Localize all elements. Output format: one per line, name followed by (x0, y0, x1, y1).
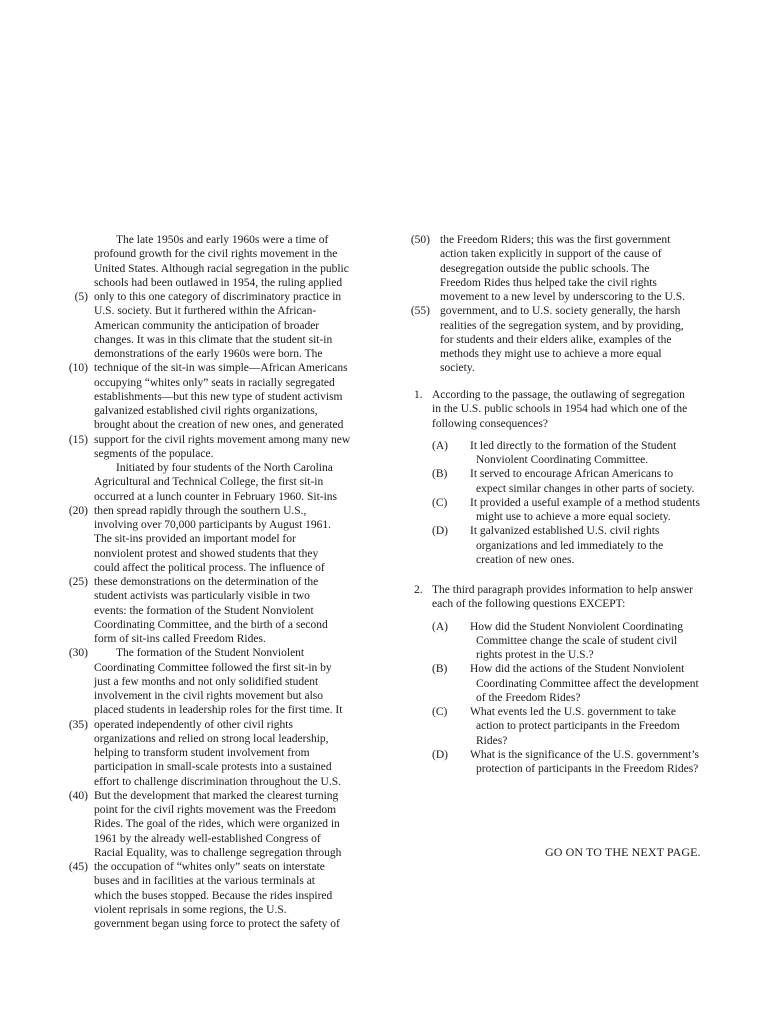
passage-text: the occupation of “whites only” seats on interstate (94, 861, 325, 873)
passage-line (56, 732, 368, 746)
passage-text: The sit-ins provided an important model for (94, 533, 296, 546)
passage-line (402, 333, 722, 347)
passage-line (56, 547, 368, 561)
passage-text: which the buses stopped. Because the rides inspired (94, 889, 333, 902)
answer-choice-line (402, 453, 722, 467)
question-stem-text: in the U.S. public schools in 1954 had which one of the (432, 403, 688, 416)
passage-line (56, 475, 368, 489)
answer-choice-line (402, 762, 722, 776)
choice-text: expect similar changes in other parts of society. (476, 482, 695, 495)
answer-choice-line (402, 510, 722, 524)
question-stem-line (402, 388, 722, 402)
passage-text: establishments—but this new type of student activism (94, 390, 343, 403)
question-2 (402, 583, 722, 776)
passage-text: involving over 70,000 participants by August 1961. (94, 519, 332, 531)
answer-choice-line (402, 734, 722, 748)
answer-choice-line (402, 662, 722, 676)
passage-text: U.S. society. But it furthered within the African- (94, 305, 317, 318)
passage-right-column (402, 233, 722, 376)
passage-line (56, 319, 368, 333)
passage-line (56, 532, 368, 546)
choice-letter: (A) (432, 620, 448, 633)
choice-text: protection of participants in the Freedom Rides? (476, 763, 699, 775)
passage-line (56, 689, 368, 703)
passage-text: Coordinating Committee followed the first sit-in by (94, 661, 332, 674)
passage-text: galvanized established civil rights organizations, (94, 405, 318, 417)
passage-line (56, 433, 368, 447)
passage-line (56, 718, 368, 732)
line-number: (55) (410, 305, 430, 318)
passage-line (56, 404, 368, 418)
choice-letter: (A) (432, 439, 448, 452)
choice-text: of the Freedom Rides? (476, 691, 581, 704)
choice-letter: (D) (432, 748, 448, 761)
line-number: (20) (68, 504, 88, 517)
passage-line (56, 889, 368, 903)
passage-text: occupying “whites only” seats in racially segregated (94, 376, 335, 389)
choice-text: How did the Student Nonviolent Coordinating (470, 620, 684, 633)
choice-text: action to protect participants in the Freedom (476, 720, 680, 733)
passage-text: effort to challenge discrimination throughout the U.S. (94, 775, 341, 788)
passage-text: government, and to U.S. society generally, the harsh (440, 305, 681, 318)
passage-text: movement to a new level by underscoring to the U.S. (440, 291, 685, 303)
question-stem-line (402, 402, 722, 416)
passage-line (402, 247, 722, 261)
passage-text: could affect the political process. The influence of (94, 561, 325, 574)
passage-line (56, 575, 368, 589)
go-on-instruction: GO ON TO THE NEXT PAGE. (545, 845, 701, 859)
passage-text: buses and in facilities at the various terminals at (94, 875, 315, 888)
question-stem-text: following consequences? (432, 417, 548, 430)
passage-line (56, 490, 368, 504)
passage-text: placed students in leadership roles for the first time. It (94, 704, 343, 717)
choice-text: rights protest in the U.S.? (476, 649, 594, 661)
answer-choice-line (402, 553, 722, 567)
question-stem-line (402, 597, 722, 611)
passage-line (56, 874, 368, 888)
passage-text: changes. It was in this climate that the student sit-in (94, 333, 333, 346)
passage-text: events: the formation of the Student Nonviolent (94, 604, 314, 617)
choice-text: It galvanized established U.S. civil rights (470, 525, 660, 538)
question-stem-text: The third paragraph provides information to help answer (432, 584, 693, 596)
passage-line (56, 589, 368, 603)
question-stem-line (402, 417, 722, 431)
passage-text: schools had been outlawed in 1954, the ruling applied (94, 276, 343, 289)
answer-choice-line (402, 748, 722, 762)
passage-text: realities of the segregation system, and by providing, (440, 319, 684, 332)
passage-text: support for the civil rights movement among many new (94, 433, 351, 446)
passage-left-column (56, 233, 368, 931)
passage-text: Racial Equality, was to challenge segregation through (94, 846, 342, 859)
question-stem-line (402, 583, 722, 597)
passage-line (56, 789, 368, 803)
question-number: 1. (414, 389, 423, 401)
passage-line (402, 290, 722, 304)
answer-choice-line (402, 524, 722, 538)
passage-line (56, 233, 368, 247)
choice-text: How did the actions of the Student Nonviolent (470, 663, 685, 676)
passage-line (402, 347, 722, 361)
choice-text: What events led the U.S. government to take (470, 706, 676, 718)
passage-line (402, 262, 722, 276)
passage-text: demonstrations of the early 1960s were born. The (94, 348, 323, 360)
choice-letter: (B) (432, 663, 448, 676)
passage-line (402, 233, 722, 247)
answer-choice-line (402, 648, 722, 662)
answer-choice-line (402, 634, 722, 648)
choice-text: creation of new ones. (476, 553, 575, 566)
answer-choices (402, 620, 722, 777)
choice-text: What is the significance of the U.S. government’s (470, 748, 699, 761)
passage-text: Coordinating Committee, and the birth of a second (94, 618, 328, 631)
passage-text: occurred at a lunch counter in February 1960. Sit-ins (94, 490, 338, 503)
line-number: (40) (68, 789, 88, 802)
passage-line (56, 846, 368, 860)
passage-text: The formation of the Student Nonviolent (116, 647, 305, 660)
passage-text: these demonstrations on the determination of the (94, 576, 319, 588)
passage-text: 1961 by the already well-established Congress of (94, 832, 321, 845)
answer-choices (402, 439, 722, 567)
passage-line (56, 618, 368, 632)
passage-line (56, 347, 368, 361)
passage-text: American community the anticipation of broader (94, 319, 320, 332)
passage-line (56, 604, 368, 618)
passage-line (56, 832, 368, 846)
passage-line (56, 646, 368, 660)
choice-text: Rides? (476, 734, 508, 747)
passage-line (56, 390, 368, 404)
passage-line (402, 319, 722, 333)
passage-text: student activists was particularly visible in two (94, 590, 310, 603)
passage-text: the Freedom Riders; this was the first government (440, 234, 671, 246)
passage-line (402, 361, 722, 375)
answer-choice-line (402, 539, 722, 553)
question-number: 2. (414, 584, 423, 596)
passage-line (56, 675, 368, 689)
passage-line (56, 276, 368, 290)
line-number: (10) (68, 362, 88, 375)
passage-text: only to this one category of discriminatory practice in (94, 291, 342, 303)
passage-text: Freedom Rides thus helped take the civil rights (440, 276, 657, 289)
passage-line (56, 461, 368, 475)
answer-choice-line (402, 719, 722, 733)
passage-text: But the development that marked the clearest turning (94, 789, 339, 802)
passage-line (56, 333, 368, 347)
passage-text: form of sit-ins called Freedom Rides. (94, 633, 266, 645)
question-stem-text: According to the passage, the outlawing of segregation (432, 389, 685, 401)
passage-line (56, 746, 368, 760)
passage-text: participation in small-scale protests into a sustained (94, 761, 332, 774)
question-stem-text: each of the following questions EXCEPT: (432, 598, 626, 611)
line-number: (25) (68, 576, 88, 588)
passage-line (56, 361, 368, 375)
answer-choice-line (402, 439, 722, 453)
passage-text: methods they might use to achieve a more equal (440, 348, 662, 360)
choice-letter: (B) (432, 468, 448, 481)
line-number: (5) (74, 291, 88, 303)
passage-line (56, 917, 368, 931)
answer-choice-line (402, 467, 722, 481)
passage-line (56, 632, 368, 646)
choice-text: Committee change the scale of student civil (476, 634, 678, 647)
answer-choice-line (402, 677, 722, 691)
choice-text: It led directly to the formation of the Student (470, 439, 677, 452)
choice-letter: (D) (432, 525, 448, 538)
passage-line (56, 903, 368, 917)
answer-choice-line (402, 691, 722, 705)
answer-choice-line (402, 620, 722, 634)
choice-text: organizations and led immediately to the (476, 539, 664, 552)
passage-line (56, 703, 368, 717)
passage-text: point for the civil rights movement was the Freedom (94, 804, 337, 816)
choice-text: Coordinating Committee affect the development (476, 677, 699, 690)
passage-line (56, 290, 368, 304)
passage-line (56, 504, 368, 518)
choice-letter: (C) (432, 706, 448, 718)
passage-text: for students and their elders alike, examples of the (440, 333, 672, 346)
passage-line (56, 803, 368, 817)
line-number: (45) (68, 861, 88, 873)
passage-text: nonviolent protest and showed students that they (94, 547, 319, 560)
passage-text: profound growth for the civil rights movement in the (94, 248, 338, 261)
passage-line (56, 760, 368, 774)
passage-text: action taken explicitly in support of the cause of (440, 248, 662, 261)
answer-choice-line (402, 496, 722, 510)
answer-choice-line (402, 705, 722, 719)
choice-text: Nonviolent Coordinating Committee. (476, 454, 649, 466)
passage-text: government began using force to protect the safety of (94, 918, 340, 930)
passage-line (402, 304, 722, 318)
passage-line (56, 418, 368, 432)
line-number: (50) (410, 234, 430, 246)
passage-text: society. (440, 362, 475, 375)
question-1 (402, 388, 722, 567)
passage-line (56, 661, 368, 675)
line-number: (15) (68, 433, 88, 446)
passage-line (56, 860, 368, 874)
passage-line (56, 247, 368, 261)
passage-text: desegregation outside the public schools. The (440, 262, 650, 275)
passage-text: just a few months and not only solidified student (94, 675, 319, 688)
passage-text: Initiated by four students of the North Carolina (116, 462, 333, 474)
passage-text: Rides. The goal of the rides, which were organized in (94, 818, 340, 831)
choice-letter: (C) (432, 496, 448, 509)
passage-line (56, 447, 368, 461)
passage-text: technique of the sit-in was simple—African Americans (94, 362, 348, 375)
line-number: (35) (68, 718, 88, 731)
passage-line (56, 775, 368, 789)
passage-text: segments of the populace. (94, 447, 214, 460)
passage-line (56, 817, 368, 831)
passage-line (56, 376, 368, 390)
passage-text: operated independently of other civil rights (94, 718, 293, 731)
choice-text: It provided a useful example of a method students (470, 496, 700, 509)
passage-text: brought about the creation of new ones, and generated (94, 419, 344, 432)
passage-line (56, 561, 368, 575)
passage-text: United States. Although racial segregation in the public (94, 262, 349, 275)
answer-choice-line (402, 482, 722, 496)
passage-line (402, 276, 722, 290)
line-number: (30) (68, 647, 88, 660)
passage-text: then spread rapidly through the southern U.S., (94, 504, 307, 517)
passage-text: helping to transform student involvement from (94, 747, 310, 759)
choice-text: might use to achieve a more equal society. (476, 511, 671, 523)
choice-text: It served to encourage African Americans to (470, 468, 674, 481)
passage-text: violent reprisals in some regions, the U.S. (94, 903, 287, 916)
passage-line (56, 304, 368, 318)
passage-text: The late 1950s and early 1960s were a time of (116, 234, 329, 246)
passage-line (56, 262, 368, 276)
passage-text: involvement in the civil rights movement but also (94, 690, 324, 702)
passage-text: organizations and relied on strong local leadership, (94, 732, 329, 745)
passage-text: Agricultural and Technical College, the first sit-in (94, 476, 324, 489)
passage-line (56, 518, 368, 532)
